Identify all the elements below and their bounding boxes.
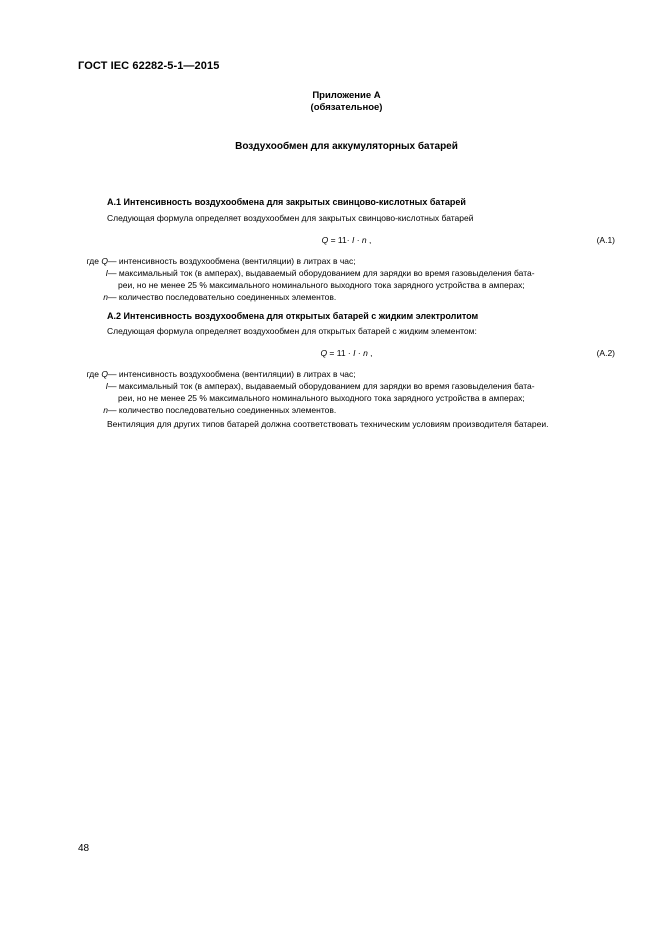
where-row: [78, 405, 615, 417]
formula-a1-number: (А.1): [596, 235, 615, 245]
annex-title: Приложение А: [312, 90, 381, 101]
where-text: — количество последовательно соединенных элементов.: [108, 405, 337, 415]
formula-a2-number: (А.2): [596, 348, 615, 358]
where-symbol: где Q: [86, 256, 108, 266]
closing-paragraph: Вентиляция для других типов батарей должна соответствовать техническим условиям производителя батареи.: [107, 419, 549, 429]
where-text: — интенсивность воздухообмена (вентиляции) в литрах в час;: [108, 256, 356, 266]
where-symbol: n: [103, 405, 108, 415]
where-symbol: I: [105, 381, 108, 391]
formula-a1: [78, 235, 615, 247]
where-row: [78, 381, 615, 393]
where-row: [78, 369, 615, 381]
page-number: 48: [78, 843, 90, 854]
where-text: — количество последовательно соединенных элементов.: [108, 292, 337, 302]
where-symbol: где Q: [86, 369, 108, 379]
where-text: — максимальный ток (в амперах), выдаваемый оборудованием для зарядки во время газовыделения бата-: [108, 381, 535, 391]
where-text: реи, но не менее 25 % максимального номинального выходного тока зарядного устройства в амперах;: [118, 393, 525, 403]
formula-a1-expression: Q = 11· I · n ,: [321, 235, 372, 245]
formula-a2: [78, 348, 615, 360]
where-text: реи, но не менее 25 % максимального номинального выходного тока зарядного устройства в амперах;: [118, 280, 525, 290]
where-symbol: I: [105, 268, 108, 278]
section-2-title: А.2 Интенсивность воздухообмена для открытых батарей с жидким электролитом: [107, 311, 479, 321]
where-symbol: n: [103, 292, 108, 302]
formula-a2-expression: Q = 11 · I · n ,: [320, 348, 373, 358]
where-text: — интенсивность воздухообмена (вентиляции) в литрах в час;: [108, 369, 356, 379]
annex-heading: Воздухообмен для аккумуляторных батарей: [235, 141, 458, 152]
where-row: [78, 268, 615, 280]
where-row: [78, 393, 615, 405]
section-1-intro: Следующая формула определяет воздухообмен для закрытых свинцово-кислотных батарей: [107, 213, 474, 223]
where-row: [78, 256, 615, 268]
annex-status: (обязательное): [310, 102, 383, 113]
section-1-title: А.1 Интенсивность воздухообмена для закрытых свинцово-кислотных батарей: [107, 197, 466, 207]
where-row: [78, 292, 615, 304]
where-text: — максимальный ток (в амперах), выдаваемый оборудованием для зарядки во время газовыделения бата-: [108, 268, 535, 278]
where-row: [78, 280, 615, 292]
document-code: ГОСТ IEC 62282-5-1—2015: [78, 60, 220, 72]
section-2-intro: Следующая формула определяет воздухообмен для открытых батарей с жидким элементом:: [107, 326, 477, 336]
